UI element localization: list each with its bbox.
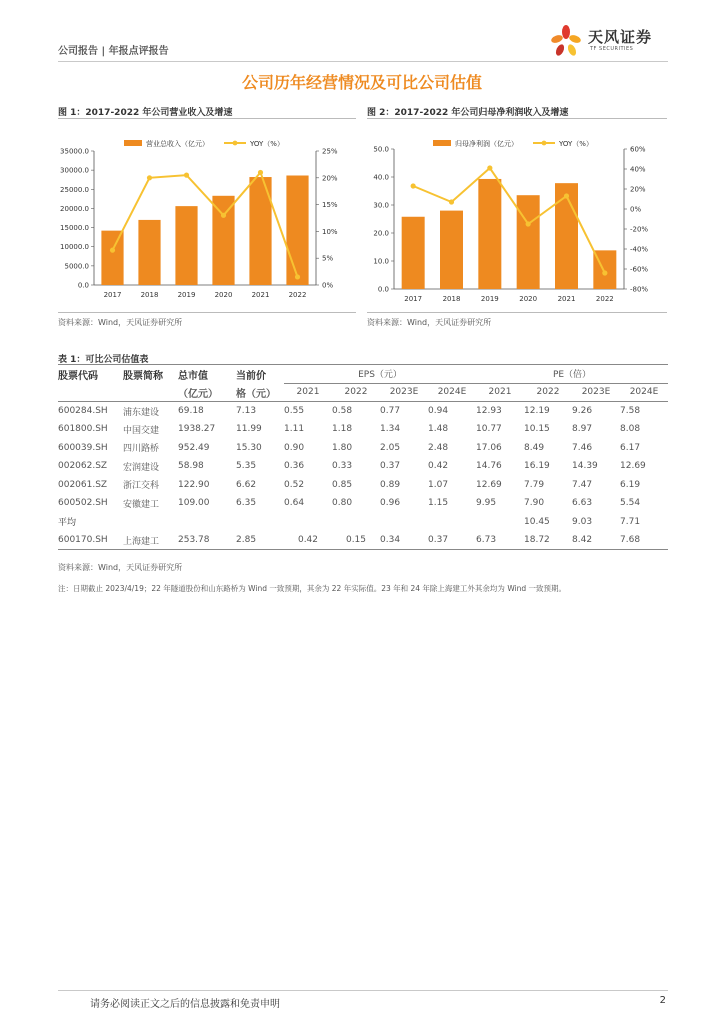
header-eps-year: 2023E: [380, 383, 428, 402]
cell-cap: 1938.27: [178, 424, 216, 435]
y-right-tick-label: 40%: [630, 165, 646, 174]
cell-price: 7.13: [236, 406, 257, 416]
cell-eps: 0.85: [332, 479, 353, 490]
x-tick-label: 2021: [251, 291, 270, 299]
page-header: [58, 28, 668, 62]
cell-cap: 253.78: [178, 531, 236, 550]
header-eps-year: 2022: [332, 383, 380, 402]
bar: [555, 183, 578, 289]
cell-pe: 8.08: [620, 424, 641, 435]
header-pe-group: PE（倍）: [476, 365, 668, 384]
yoy-point: [184, 173, 189, 178]
header-price-unit: 格（元）: [236, 383, 284, 402]
divider: [367, 312, 667, 313]
cell-name: 宏润建设: [123, 462, 160, 473]
y-left-tick-label: 35000.0: [60, 147, 89, 156]
cell-pe: 7.46: [572, 442, 593, 453]
avg-pe: 9.03: [572, 516, 593, 527]
cell-eps: 1.15: [428, 498, 449, 509]
bar: [440, 211, 463, 289]
avg-pe: 10.45: [524, 516, 550, 527]
cell-eps: 0.58: [332, 406, 353, 416]
cell-name: 安徽建工: [123, 499, 160, 510]
bar: [402, 217, 425, 289]
cell-eps: 2.48: [428, 442, 449, 453]
cell-eps: 1.11: [284, 424, 305, 435]
yoy-point: [411, 183, 416, 188]
cell-eps: 0.64: [284, 498, 305, 509]
y-right-tick-label: -40%: [630, 245, 649, 254]
x-tick-label: 2021: [557, 295, 576, 303]
table-row: [58, 420, 668, 439]
header-pe-year: 2023E: [572, 383, 620, 402]
header-code: 股票代码: [58, 365, 123, 384]
avg-pe: [476, 513, 524, 532]
figure2-source: 资料来源：Wind，天风证券研究所: [367, 318, 492, 327]
average-label: 平均: [58, 518, 77, 529]
cell-code: 002062.SZ: [58, 461, 108, 472]
target-row: [58, 531, 668, 550]
cell-price: 5.35: [236, 461, 257, 472]
yoy-point: [258, 170, 263, 175]
y-left-tick-label: 0.0: [77, 281, 89, 290]
y-left-tick-label: 10.0: [373, 257, 389, 266]
legend-line-marker: [233, 141, 238, 146]
bar: [138, 220, 160, 285]
cell-price: 15.30: [236, 442, 262, 453]
divider: [58, 312, 356, 313]
cell-cap: 952.49: [178, 442, 210, 453]
cell-pe: 7.79: [524, 479, 545, 490]
cell-eps: 0.90: [284, 442, 305, 453]
cell-eps: 0.42: [428, 461, 449, 472]
net-profit-chart: [367, 125, 667, 310]
cell-pe: 14.39: [572, 461, 598, 472]
bar: [286, 176, 308, 285]
yoy-point: [221, 213, 226, 218]
report-type: 公司报告 | 年报点评报告: [58, 46, 169, 57]
cell-pe: 10.15: [524, 424, 550, 435]
header-eps-year: 2021: [284, 383, 332, 402]
bar: [517, 195, 540, 289]
legend-bar-label: 归母净利润（亿元）: [455, 140, 518, 148]
table-row: [58, 494, 668, 513]
cell-price: 2.85: [236, 531, 284, 550]
y-right-tick-label: 20%: [322, 174, 338, 183]
x-tick-label: 2022: [595, 295, 614, 303]
y-right-tick-label: -20%: [630, 225, 649, 234]
cell-pe: 7.47: [572, 479, 593, 490]
cell-pe: 16.19: [524, 461, 550, 472]
y-left-tick-label: 15000.0: [60, 224, 89, 233]
cell-pe: 12.19: [524, 406, 550, 416]
y-left-tick-label: 20.0: [373, 229, 389, 238]
y-left-tick-label: 50.0: [373, 145, 389, 154]
cell-eps: 0.37: [428, 531, 476, 550]
yoy-point: [602, 270, 607, 275]
legend-line-marker: [542, 141, 547, 146]
y-right-tick-label: 0%: [322, 281, 334, 290]
cell-eps: 1.07: [428, 479, 449, 490]
cell-eps: 0.52: [284, 479, 305, 490]
cell-code: 600284.SH: [58, 406, 108, 416]
y-right-tick-label: 25%: [322, 147, 338, 156]
y-left-tick-label: 40.0: [373, 173, 389, 182]
cell-pe: 6.17: [620, 442, 641, 453]
cell-pe: 5.54: [620, 498, 641, 509]
cell-eps: 0.33: [332, 461, 353, 472]
cell-eps: 0.89: [380, 479, 401, 490]
cell-pe: 18.72: [524, 531, 572, 550]
table-row: [58, 476, 668, 495]
legend-line-label: YOY（%）: [250, 140, 284, 148]
header-pe-year: 2022: [524, 383, 572, 402]
net-profit-chart-svg: [367, 125, 667, 310]
cell-eps: 0.36: [284, 461, 305, 472]
y-left-tick-label: 25000.0: [60, 185, 89, 194]
tf-flower-icon: [548, 24, 584, 58]
cell-code: 600502.SH: [58, 498, 108, 509]
average-row: [58, 513, 668, 532]
cell-name: 浙江交科: [123, 481, 160, 492]
table-row: [58, 457, 668, 476]
cell-cap: 69.18: [178, 406, 204, 416]
cell-pe: 6.19: [620, 479, 641, 490]
header-code-blank: [58, 383, 123, 402]
cell-pe: 7.58: [620, 406, 641, 416]
yoy-point: [295, 274, 300, 279]
y-right-tick-label: -60%: [630, 265, 649, 274]
bar: [175, 206, 197, 285]
y-right-tick-label: 10%: [322, 227, 338, 236]
cell-pe: 12.69: [476, 479, 502, 490]
yoy-point: [147, 175, 152, 180]
bar: [212, 196, 234, 285]
header-pe-year: 2024E: [620, 383, 668, 402]
cell-pe: 6.73: [476, 531, 524, 550]
brand-logo: [548, 24, 668, 58]
cell-eps: 0.96: [380, 498, 401, 509]
divider: [58, 118, 356, 119]
y-left-tick-label: 10000.0: [60, 243, 89, 252]
cell-code: 601800.SH: [58, 424, 108, 435]
legend-bar-swatch: [433, 140, 451, 146]
x-tick-label: 2017: [103, 291, 122, 299]
cell-eps: 0.94: [428, 406, 449, 416]
x-tick-label: 2017: [404, 295, 423, 303]
table-row: [58, 439, 668, 458]
cell-name: 四川路桥: [123, 444, 160, 455]
yoy-point: [526, 221, 531, 226]
table-source: 资料来源：Wind，天风证券研究所: [58, 563, 183, 572]
cell-pe: 9.26: [572, 406, 593, 416]
bar: [478, 179, 501, 289]
header-price: 当前价: [236, 365, 284, 384]
section-title: 公司历年经营情况及可比公司估值: [241, 73, 482, 92]
header-cap: 总市值: [178, 365, 236, 384]
y-right-tick-label: 15%: [322, 201, 338, 210]
valuation-table: [58, 364, 668, 550]
cell-eps: 1.18: [332, 424, 353, 435]
cell-eps: 1.34: [380, 424, 401, 435]
figure1-title: 图 1：2017-2022 年公司营业收入及增速: [58, 108, 233, 118]
y-right-tick-label: 20%: [630, 185, 646, 194]
avg-pe: 7.71: [620, 516, 641, 527]
footer-disclaimer: 请务必阅读正文之后的信息披露和免责申明: [90, 999, 280, 1010]
header-name: 股票简称: [123, 365, 178, 384]
revenue-chart-svg: [58, 125, 356, 310]
header-name-blank: [123, 383, 178, 402]
cell-pe: 7.68: [620, 531, 668, 550]
figure2-title: 图 2：2017-2022 年公司归母净利润收入及增速: [367, 108, 569, 118]
table-title: 表 1：可比公司估值表: [58, 355, 149, 365]
x-tick-label: 2018: [442, 295, 461, 303]
cell-pe: 17.06: [476, 442, 502, 453]
cell-price: 6.35: [236, 498, 257, 509]
y-left-tick-label: 5000.0: [64, 262, 89, 271]
cell-eps: 0.15: [332, 531, 380, 550]
cell-cap: 109.00: [178, 498, 210, 509]
yoy-point: [564, 193, 569, 198]
cell-code: 600170.SH: [58, 531, 123, 550]
cell-eps: 0.37: [380, 461, 401, 472]
bar: [101, 231, 123, 285]
cell-name: 中国交建: [123, 425, 160, 436]
table-note: 注：日期截止 2023/4/19；22 年隧道股份和山东路桥为 Wind 一致预期，其余为 22 年实际值。23 年和 24 年除上海建工外其余均为 Wind 一致预期。: [58, 584, 567, 593]
cell-name: 上海建工: [123, 531, 178, 550]
cell-pe: 8.97: [572, 424, 593, 435]
x-tick-label: 2020: [519, 295, 538, 303]
cell-eps: 2.05: [380, 442, 401, 453]
header-eps-group: EPS（元）: [284, 365, 476, 384]
y-right-tick-label: 5%: [322, 254, 334, 263]
yoy-point: [110, 248, 115, 253]
header-cap-unit: （亿元）: [178, 383, 236, 402]
cell-code: 002061.SZ: [58, 479, 108, 490]
y-left-tick-label: 20000.0: [60, 204, 89, 213]
cell-price: 11.99: [236, 424, 262, 435]
y-right-tick-label: 60%: [630, 145, 646, 154]
figure1-source: 资料来源：Wind，天风证券研究所: [58, 318, 183, 327]
header-pe-year: 2021: [476, 383, 524, 402]
y-left-tick-label: 30.0: [373, 201, 389, 210]
x-tick-label: 2019: [480, 295, 499, 303]
y-left-tick-label: 0.0: [377, 285, 389, 294]
x-tick-label: 2019: [177, 291, 196, 299]
cell-pe: 7.90: [524, 498, 545, 509]
cell-pe: 12.93: [476, 406, 502, 416]
yoy-point: [449, 199, 454, 204]
cell-pe: 12.69: [620, 461, 646, 472]
cell-cap: 58.98: [178, 461, 204, 472]
cell-name: 浦东建设: [123, 407, 160, 418]
cell-eps: 1.80: [332, 442, 353, 453]
cell-pe: 14.76: [476, 461, 502, 472]
cell-pe: 9.95: [476, 498, 497, 509]
table-row: [58, 402, 668, 421]
cell-eps: 0.80: [332, 498, 353, 509]
cell-price: 6.62: [236, 479, 257, 490]
cell-pe: 8.42: [572, 531, 620, 550]
cell-pe: 8.49: [524, 442, 545, 453]
cell-pe: 10.77: [476, 424, 502, 435]
legend-bar-swatch: [124, 140, 142, 146]
cell-eps: 0.77: [380, 406, 401, 416]
y-left-tick-label: 30000.0: [60, 166, 89, 175]
x-tick-label: 2020: [214, 291, 233, 299]
legend-bar-label: 营业总收入（亿元）: [146, 140, 209, 148]
cell-cap: 122.90: [178, 479, 210, 490]
legend-line-label: YOY（%）: [559, 140, 593, 148]
y-right-tick-label: -80%: [630, 285, 649, 294]
brand-subtitle: TF SECURITIES: [590, 46, 634, 52]
x-tick-label: 2022: [288, 291, 307, 299]
footer-divider: [58, 990, 668, 991]
page-number: 2: [659, 995, 666, 1006]
cell-pe: 6.63: [572, 498, 593, 509]
cell-code: 600039.SH: [58, 442, 108, 453]
cell-eps: 0.55: [284, 406, 305, 416]
cell-eps: 0.42: [284, 531, 332, 550]
header-eps-year: 2024E: [428, 383, 476, 402]
y-right-tick-label: 0%: [630, 205, 642, 214]
divider: [367, 118, 667, 119]
x-tick-label: 2018: [140, 291, 159, 299]
revenue-chart: [58, 125, 356, 310]
cell-eps: 0.34: [380, 531, 428, 550]
cell-eps: 1.48: [428, 424, 449, 435]
yoy-point: [487, 165, 492, 170]
brand-name: 天风证券: [588, 28, 653, 46]
